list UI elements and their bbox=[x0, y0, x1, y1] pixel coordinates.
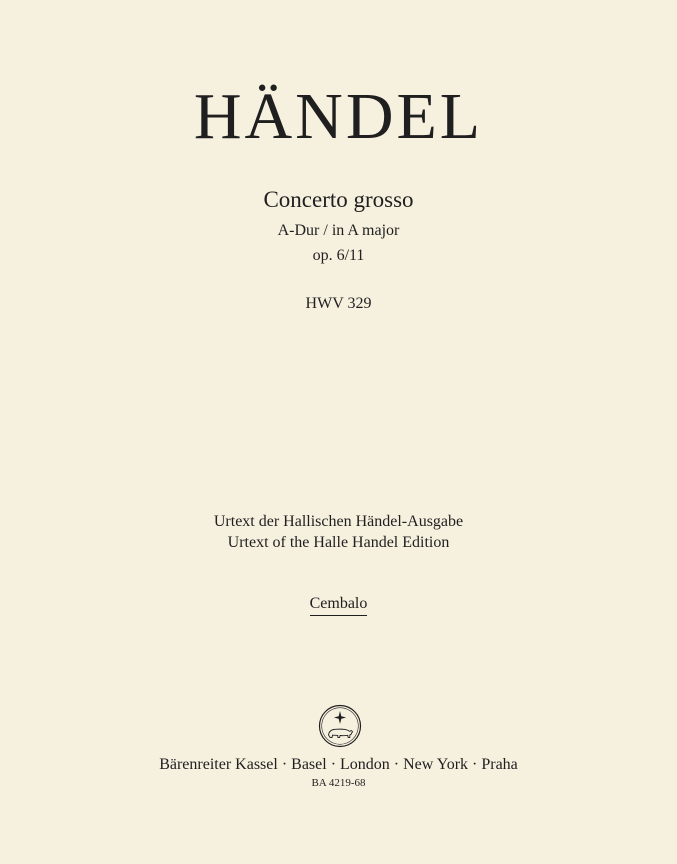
work-opus: op. 6/11 bbox=[312, 247, 365, 264]
baerenreiter-bear-star-logo-icon bbox=[318, 704, 362, 748]
work-title: Concerto grosso bbox=[263, 187, 414, 212]
catalog-number: HWV 329 bbox=[305, 295, 372, 312]
urtext-line-german: Urtext der Hallischen Händel-Ausgabe bbox=[213, 513, 464, 530]
part-label: Cembalo bbox=[310, 594, 368, 616]
part-label-wrapper bbox=[0, 594, 677, 616]
urtext-line-english: Urtext of the Halle Handel Edition bbox=[227, 534, 450, 551]
publisher-line: Bärenreiter Kassel · Basel · London · New York · Praha bbox=[159, 756, 518, 773]
work-key: A-Dur / in A major bbox=[277, 222, 400, 239]
edition-number: BA 4219-68 bbox=[311, 777, 366, 789]
composer-name: HÄNDEL bbox=[193, 80, 484, 153]
